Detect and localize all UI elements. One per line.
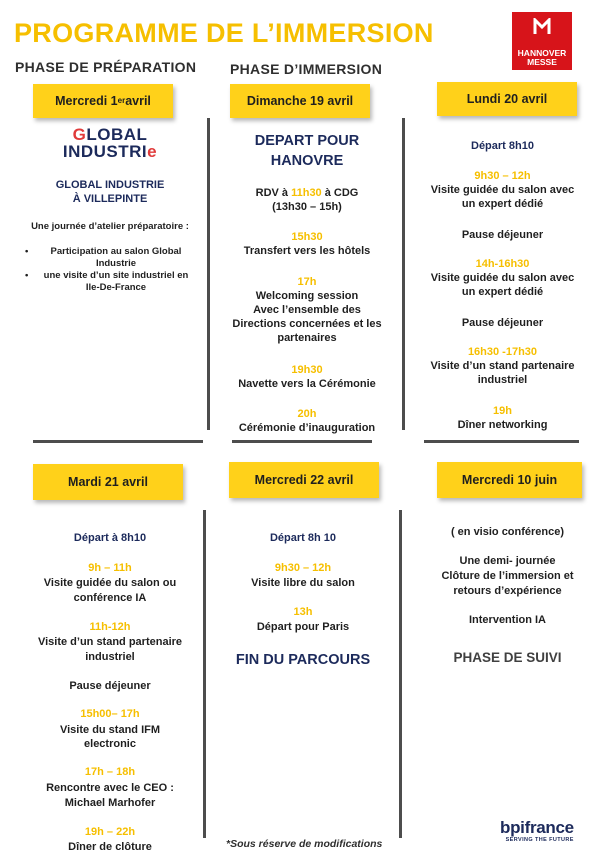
logo-line2: INDUSTRI <box>62 142 148 161</box>
bpifrance-tagline: SERVING THE FUTURE <box>505 837 574 843</box>
divider-horizontal <box>232 440 372 443</box>
activity-text: industriel <box>477 374 528 386</box>
info-text: Intervention IA <box>468 614 546 626</box>
bullet1-line2: Industrie <box>95 258 137 269</box>
rdv-post: à CDG <box>321 187 359 199</box>
global-industrie-logo <box>25 126 195 160</box>
time-label: 19h <box>493 405 512 417</box>
pause-text: Pause déjeuner <box>461 229 544 241</box>
day-column-d6 <box>410 525 605 675</box>
bpifrance-logo <box>500 819 574 844</box>
logo-line1: LOBAL <box>86 125 148 144</box>
activity-text: electronic <box>84 738 136 750</box>
logo-letter-g: G <box>72 125 87 144</box>
visio-text: ( en visio conférence) <box>450 526 565 538</box>
end-of-program: FIN DU PARCOURS <box>235 652 371 668</box>
bullet2-line1: une visite d’un site industriel en <box>43 270 189 281</box>
info-text: Une demi- journée <box>459 555 556 567</box>
pause-text: Pause déjeuner <box>461 317 544 329</box>
activity-text: Visite d’un stand partenaire <box>37 636 183 648</box>
bpifrance-name: bpifrance <box>500 818 574 837</box>
time-label: 17h <box>297 276 317 288</box>
divider-horizontal <box>33 440 203 443</box>
activity-text: Visite du stand IFM <box>59 724 161 736</box>
time-label: 9h30 – 12h <box>474 170 531 182</box>
info-text: Clôture de l’immersion et <box>441 570 574 582</box>
activity-text: Visite guidée du salon avec <box>430 272 575 284</box>
activity-text: Visite libre du salon <box>251 577 355 589</box>
rdv-line2: (13h30 – 15h) <box>272 201 342 213</box>
bullet-list <box>25 246 195 294</box>
time-label: 16h30 -17h30 <box>467 346 538 358</box>
activity-text: Cérémonie d’inauguration <box>238 422 376 434</box>
activity-text: Avec l’ensemble des <box>253 304 361 316</box>
activity-text: Visite guidée du salon avec <box>430 184 575 196</box>
rdv-line1 <box>217 186 397 200</box>
footnote: *Sous réserve de modifications <box>226 838 383 850</box>
day-column-d5 <box>208 531 398 681</box>
activity-text: Navette vers la Cérémonie <box>238 378 376 390</box>
list-item <box>25 246 195 270</box>
activity-text: conférence IA <box>73 592 147 604</box>
activity-text: industriel <box>85 651 135 663</box>
phase-preparation-heading: PHASE DE PRÉPARATION <box>15 59 197 75</box>
bullet2-line2: Ile-De-France <box>85 282 147 293</box>
rdv-time: 11h30 <box>291 187 322 199</box>
activity-text: Transfert vers les hôtels <box>243 245 371 257</box>
divider-vertical <box>399 510 402 838</box>
activity-text: un expert dédié <box>461 198 544 210</box>
activity-text: Directions concernées et les <box>232 318 382 330</box>
day-header-lundi-20-avril: Lundi 20 avril <box>437 82 577 116</box>
divider-vertical <box>203 510 206 838</box>
departure-line2: HANOVRE <box>270 153 344 169</box>
activity-text: Michael Marhofer <box>64 797 156 809</box>
activity-text: Départ pour Paris <box>256 621 350 633</box>
day-column-d3 <box>415 139 590 439</box>
divider-horizontal <box>424 440 579 443</box>
day-header-mardi-21-avril: Mardi 21 avril <box>33 464 183 500</box>
activity-text: partenaires <box>277 332 337 344</box>
list-item <box>25 270 195 294</box>
pause-text: Pause déjeuner <box>69 680 151 692</box>
place-line2: À VILLEPINTE <box>72 193 148 205</box>
time-label: 14h-16h30 <box>475 258 530 270</box>
day-header-tail: avril <box>125 94 151 108</box>
activity-text: Rencontre avec le CEO : <box>46 782 174 794</box>
divider-vertical <box>402 118 405 430</box>
activity-text: Dîner networking <box>457 419 548 431</box>
activity-text: un expert dédié <box>461 286 544 298</box>
day-header-dimanche-19-avril: Dimanche 19 avril <box>230 84 370 118</box>
phase-immersion-heading: PHASE D’IMMERSION <box>230 61 383 77</box>
hm-logo-line1: HANNOVER <box>517 48 567 58</box>
activity-text: Visite guidée du salon ou <box>43 577 177 589</box>
activity-text: Visite d’un stand partenaire <box>430 360 575 372</box>
day-column-d1 <box>25 126 195 316</box>
place-line1: GLOBAL INDUSTRIE <box>55 179 165 191</box>
time-label: 19h30 <box>291 364 323 376</box>
day-header-mercredi-22-avril: Mercredi 22 avril <box>229 462 379 498</box>
page-title: PROGRAMME DE L’IMMERSION <box>14 18 434 48</box>
logo-letter-e: e <box>147 142 158 161</box>
time-label: 15h00– 17h <box>80 708 140 720</box>
time-label: 15h30 <box>291 231 323 243</box>
day-header-mercredi-1er-avril: Mercredi 1 er avril <box>33 84 173 118</box>
time-label: 9h – 11h <box>88 562 132 574</box>
rdv-pre: RDV à <box>255 187 292 199</box>
activity-text: Welcoming session <box>255 290 359 302</box>
info-text: retours d’expérience <box>453 585 562 597</box>
hm-logo-line2: MESSE <box>527 57 557 67</box>
intro-text: Une journée d’atelier préparatoire : <box>31 221 189 232</box>
time-label: 9h30 – 12h <box>274 562 332 574</box>
hannover-messe-icon <box>533 18 551 36</box>
divider-vertical <box>207 118 210 430</box>
time-label: 11h-12h <box>89 621 131 633</box>
day-column-d2 <box>217 132 397 437</box>
time-label: 20h <box>297 408 317 420</box>
departure-text: Départ 8h 10 <box>269 532 337 544</box>
time-label: 13h <box>293 606 313 618</box>
departure-text: Départ 8h10 <box>471 140 534 152</box>
time-label: 19h – 22h <box>84 826 136 838</box>
activity-text: Dîner de clôture <box>68 841 152 853</box>
departure-line1: DEPART POUR <box>254 133 360 149</box>
day-header-mercredi-10-juin: Mercredi 10 juin <box>437 462 582 498</box>
bullet1-line1: Participation au salon Global <box>50 246 182 257</box>
phase-suivi-heading: PHASE DE SUIVI <box>453 650 562 665</box>
time-label: 17h – 18h <box>84 766 136 778</box>
day-header-label: Mercredi 1 <box>55 94 118 108</box>
departure-text: Départ à 8h10 <box>73 532 147 544</box>
day-column-d4 <box>20 531 200 851</box>
hannover-messe-logo <box>512 12 572 70</box>
